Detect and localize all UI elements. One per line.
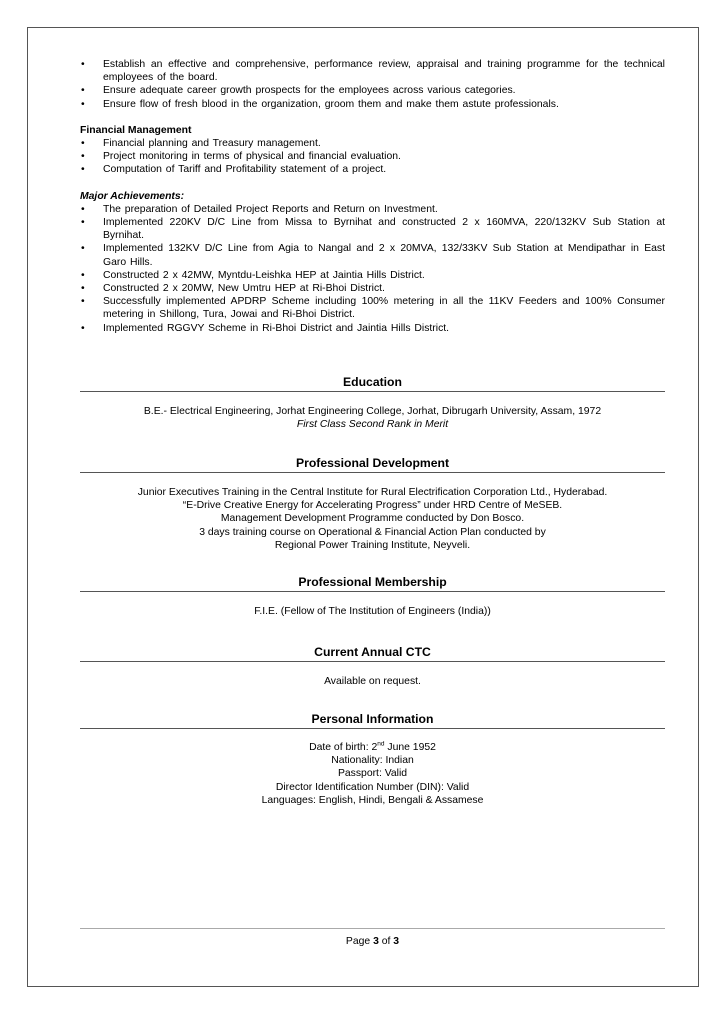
nationality-line: Nationality: Indian xyxy=(331,755,414,767)
prof-dev-block xyxy=(80,486,665,552)
prof-dev-line: “E-Drive Creative Energy for Accelerating Progress” under HRD Centre of MeSEB. xyxy=(182,500,563,512)
din-line: Director Identification Number (DIN): Valid xyxy=(275,781,470,793)
list-item: • Ensure adequate career growth prospects for the employees across various categories. xyxy=(80,84,665,97)
achievements-heading: Major Achievements: xyxy=(80,190,185,202)
personal-block xyxy=(80,741,665,807)
prof-dev-line: Management Development Programme conducted by Don Bosco. xyxy=(220,513,525,525)
prof-dev-line: 3 days training course on Operational & Financial Action Plan conducted by xyxy=(199,526,546,538)
education-block xyxy=(80,405,665,431)
list-item: • Implemented 220KV D/C Line from Missa to Byrnihat and constructed 2 x 160MVA, 220/132KV Sub Station at Byrnihat. xyxy=(80,216,665,242)
financial-heading: Financial Management xyxy=(80,124,192,136)
hr-bullet-list xyxy=(80,58,665,111)
membership-divider xyxy=(80,591,665,592)
prof-dev-title: Professional Development xyxy=(295,456,450,470)
education-divider xyxy=(80,391,665,392)
list-item: • Constructed 2 x 42MW, Myntdu-Leishka HEP at Jaintia Hills District. xyxy=(80,269,665,282)
list-item: • Establish an effective and comprehensive, performance review, appraisal and training programme for the technical employees of the board. xyxy=(80,58,665,84)
education-merit: First Class Second Rank in Merit xyxy=(296,419,449,431)
personal-divider xyxy=(80,728,665,729)
education-degree: B.E.- Electrical Engineering, Jorhat Engineering College, Jorhat, Dibrugarh University, Assam, 1972 xyxy=(143,406,602,417)
achievements-list xyxy=(80,203,665,335)
ctc-line: Available on request. xyxy=(324,676,421,687)
list-item: • Implemented 132KV D/C Line from Agia to Nangal and 2 x 20MVA, 132/33KV Sub Station at Mendipathar in East Garo Hills. xyxy=(80,242,665,268)
education-title: Education xyxy=(343,375,402,389)
list-item: • Computation of Tariff and Profitability statement of a project. xyxy=(80,163,665,176)
list-item: • Successfully implemented APDRP Scheme including 100% metering in all the 11KV Feeders and 100% Consumer metering in Shillong, Tura, Jowai and Ri-Bhoi District. xyxy=(80,295,665,321)
membership-block xyxy=(80,605,665,618)
total-pages-number: 3 xyxy=(393,936,400,947)
list-item: • Financial planning and Treasury management. xyxy=(80,137,665,150)
personal-title: Personal Information xyxy=(311,712,434,726)
dob-line: Date of birth: 2nd June 1952 xyxy=(309,740,436,753)
ctc-block xyxy=(80,675,665,688)
footer-divider xyxy=(80,928,665,929)
prof-dev-line: Regional Power Training Institute, Neyveli. xyxy=(274,539,471,551)
membership-line: F.I.E. (Fellow of The Institution of Engineers (India)) xyxy=(254,606,491,617)
list-item: • Project monitoring in terms of physical and financial evaluation. xyxy=(80,150,665,163)
upper-content xyxy=(80,58,665,335)
list-item: • Ensure flow of fresh blood in the organization, groom them and make them astute professionals. xyxy=(80,98,665,111)
ctc-divider xyxy=(80,661,665,662)
list-item: • The preparation of Detailed Project Reports and Return on Investment. xyxy=(80,203,665,216)
prof-dev-line: Junior Executives Training in the Central Institute for Rural Electrification Corporation Ltd., Hyderabad. xyxy=(137,487,608,498)
passport-line: Passport: Valid xyxy=(337,768,408,780)
membership-title: Professional Membership xyxy=(298,575,447,589)
ctc-title: Current Annual CTC xyxy=(314,645,431,659)
financial-list xyxy=(80,137,665,177)
list-item: • Constructed 2 x 20MW, New Umtru HEP at Ri-Bhoi District. xyxy=(80,282,665,295)
current-page-number: 3 xyxy=(373,936,379,947)
list-item: • Implemented RGGVY Scheme in Ri-Bhoi District and Jaintia Hills District. xyxy=(80,322,665,335)
page-footer: Page 3 of 3 xyxy=(345,936,400,947)
languages-line: Languages: English, Hindi, Bengali & Assamese xyxy=(261,794,484,806)
prof-dev-divider xyxy=(80,472,665,473)
